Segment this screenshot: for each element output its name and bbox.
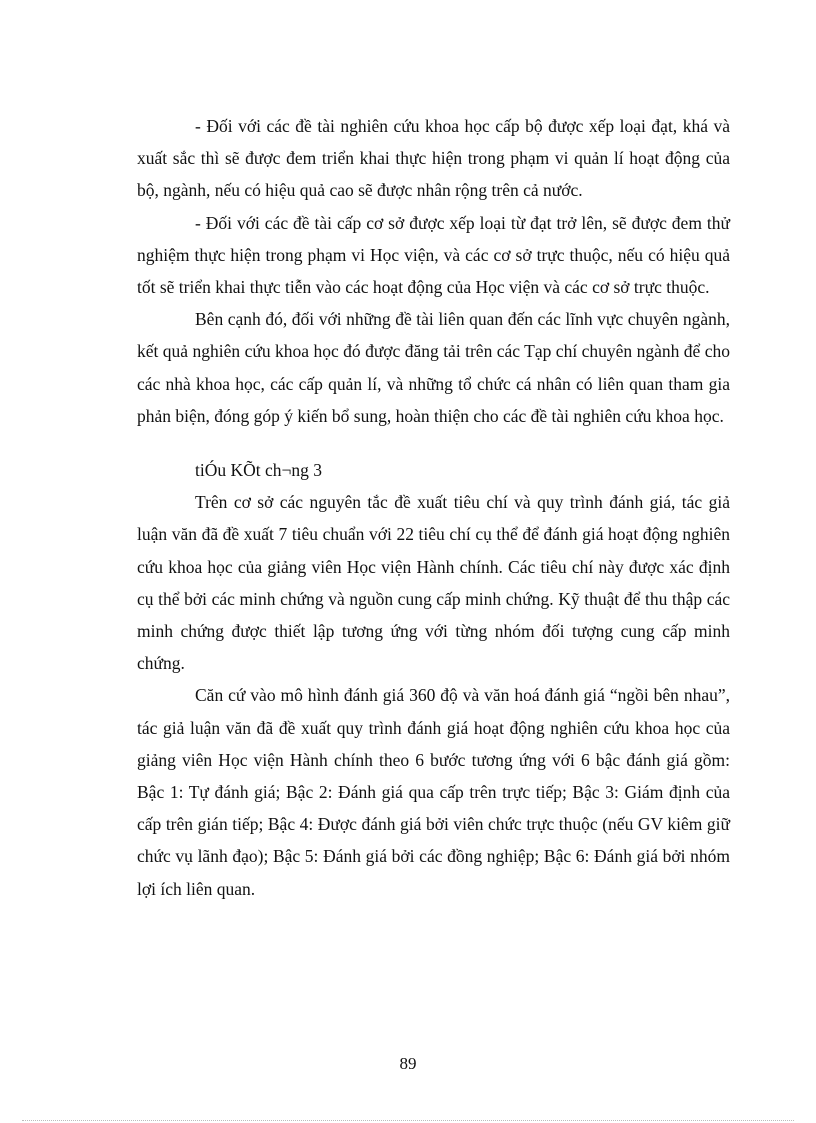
paragraph-criteria-summary: Trên cơ sở các nguyên tắc đề xuất tiêu chí và quy trình đánh giá, tác giả luận văn đã đề xuất 7 tiêu chuẩn với 22 tiêu chí cụ thể để đánh giá hoạt động nghiên cứu khoa học của giảng viên Học viện Hành chính. Các tiêu chí này được xác định cụ thể bởi các minh chứng và nguồn cung cấp minh chứng. Kỹ thuật để thu thập các minh chứng được thiết lập tương ứng với từng nhóm đối tượng cung cấp minh chứng. [137, 492, 730, 674]
chapter-summary-heading: tiÓu KÕt ch¬ng 3 [195, 460, 323, 481]
paragraph-evaluation-process: Căn cứ vào mô hình đánh giá 360 độ và văn hoá đánh giá “ngồi bên nhau”, tác giả luận văn đã đề xuất quy trình đánh giá hoạt động nghiên cứu khoa học của giảng viên Học viện Hành chính theo 6 bước tương ứng với 6 bậc đánh giá gồm: Bậc 1: Tự đánh giá; Bậc 2: Đánh giá qua cấp trên trực tiếp; Bậc 3: Giám định của cấp trên gián tiếp; Bậc 4: Được đánh giá bởi viên chức trực thuộc (nếu GV kiêm giữ chức vụ lãnh đạo); Bậc 5: Đánh giá bởi các đồng nghiệp; Bậc 6: Đánh giá bởi nhóm lợi ích liên quan. [137, 685, 730, 899]
page-number: 89 [399, 1054, 417, 1073]
paragraph-ministry-level-topics: - Đối với các đề tài nghiên cứu khoa học cấp bộ được xếp loại đạt, khá và xuất sắc thì sẽ được đem triển khai thực hiện trong phạm vi quản lí hoạt động của bộ, ngành, nếu có hiệu quả cao sẽ được nhân rộng trên cả nước. [137, 116, 730, 201]
body-text [137, 110, 730, 905]
paragraph-institute-level-topics: - Đối với các đề tài cấp cơ sở được xếp loại từ đạt trở lên, sẽ được đem thử nghiệm thực hiện trong phạm vi Học viện, và các cơ sở trực thuộc, nếu có hiệu quả tốt sẽ triển khai thực tiễn vào các hoạt động của Học viện và các cơ sở trực thuộc. [137, 212, 730, 298]
bottom-dotted-rule [22, 1120, 794, 1121]
section-gap [137, 432, 730, 454]
paragraph-specialized-journals: Bên cạnh đó, đối với những đề tài liên quan đến các lĩnh vực chuyên ngành, kết quả nghiên cứu khoa học đó được đăng tải trên các Tạp chí chuyên ngành để cho các nhà khoa học, các cấp quản lí, và những tổ chức cá nhân có liên quan tham gia phản biện, đóng góp ý kiến bổ sung, hoàn thiện cho các đề tài nghiên cứu khoa học. [137, 309, 730, 426]
